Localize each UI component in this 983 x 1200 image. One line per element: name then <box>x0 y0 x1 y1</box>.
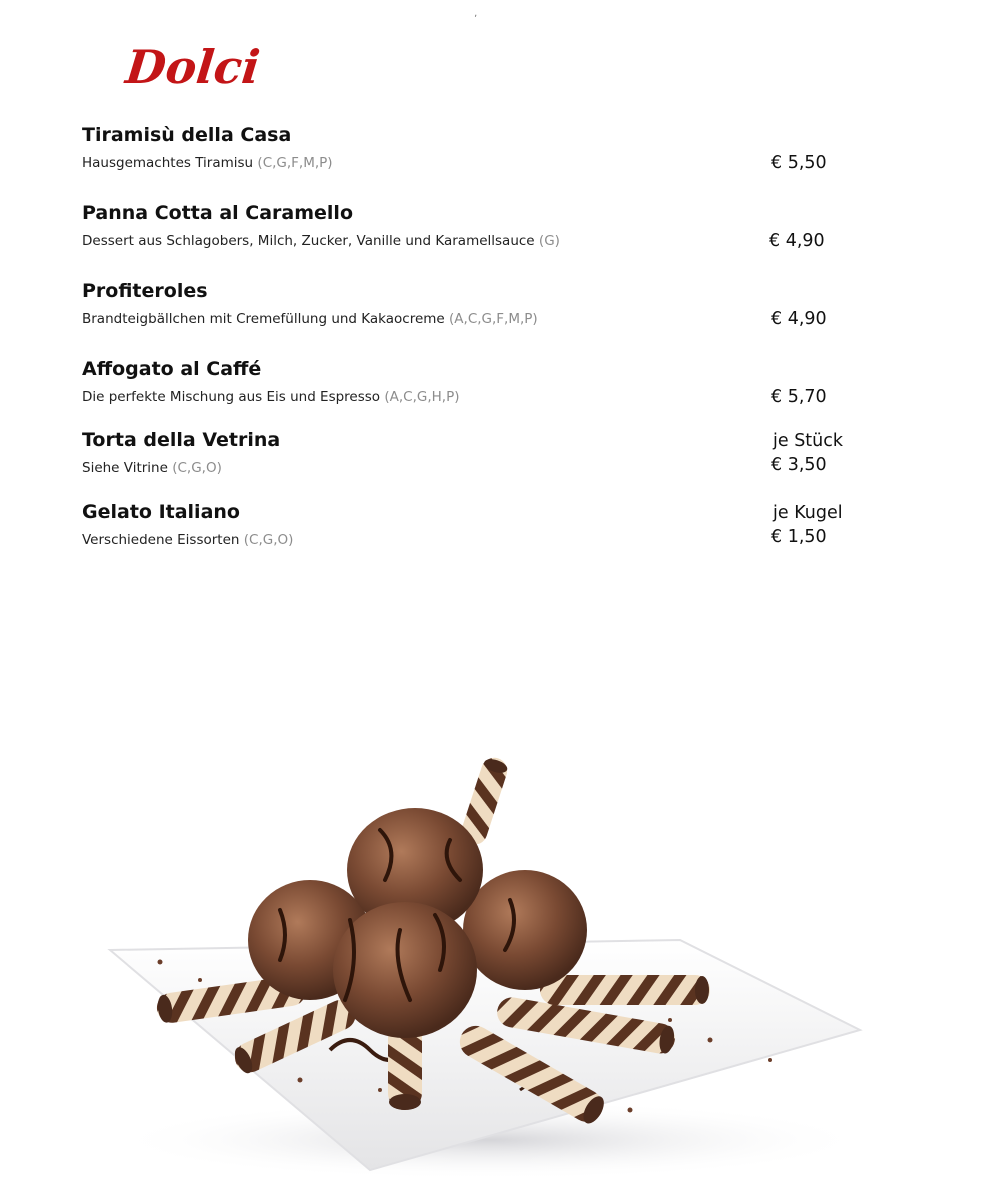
menu-item-profiteroles <box>82 280 882 340</box>
menu-item-description: Verschiedene Eissorten (C,G,O) <box>82 532 294 548</box>
allergen-codes: (C,G,O) <box>243 532 294 548</box>
menu-item-affogato <box>82 358 882 418</box>
page-title: Dolci <box>123 40 263 94</box>
allergen-codes: (G) <box>538 233 560 249</box>
allergen-codes: (A,C,G,H,P) <box>384 389 460 405</box>
menu-item-price: € 4,90 <box>769 231 825 251</box>
allergen-codes: (A,C,G,F,M,P) <box>449 311 538 327</box>
menu-item-name: Torta della Vetrina <box>82 429 281 451</box>
menu-item-price: € 4,90 <box>771 309 827 329</box>
menu-item-unit: je Stück <box>773 431 844 451</box>
dessert-photo <box>70 700 930 1200</box>
menu-item-tiramisu <box>82 124 882 184</box>
menu-item-price: € 5,70 <box>771 387 827 407</box>
menu-item-panna-cotta <box>82 202 882 262</box>
menu-item-description: Siehe Vitrine (C,G,O) <box>82 460 222 476</box>
stray-mark: ʼ <box>474 14 478 25</box>
menu-item-unit: je Kugel <box>773 503 843 523</box>
menu-item-name: Panna Cotta al Caramello <box>82 202 353 224</box>
menu-item-description: Die perfekte Mischung aus Eis und Espresso (A,C,G,H,P) <box>82 389 460 405</box>
menu-item-description: Brandteigbällchen mit Cremefüllung und Kakaocreme (A,C,G,F,M,P) <box>82 311 538 327</box>
menu-item-price: € 5,50 <box>771 153 827 173</box>
menu-item-name: Gelato Italiano <box>82 501 240 523</box>
menu-item-name: Tiramisù della Casa <box>82 124 292 146</box>
menu-item-description: Dessert aus Schlagobers, Milch, Zucker, Vanille und Karamellsauce (G) <box>82 233 560 249</box>
menu-item-price: € 3,50 <box>771 455 827 475</box>
allergen-codes: (C,G,O) <box>172 460 222 476</box>
menu-item-name: Profiteroles <box>82 280 208 302</box>
menu-item-description: Hausgemachtes Tiramisu (C,G,F,M,P) <box>82 155 333 171</box>
menu-item-price: € 1,50 <box>771 527 827 547</box>
menu-item-name: Affogato al Caffé <box>82 358 262 380</box>
allergen-codes: (C,G,F,M,P) <box>257 155 333 171</box>
menu-item-gelato <box>82 501 882 561</box>
menu-item-torta <box>82 429 882 489</box>
